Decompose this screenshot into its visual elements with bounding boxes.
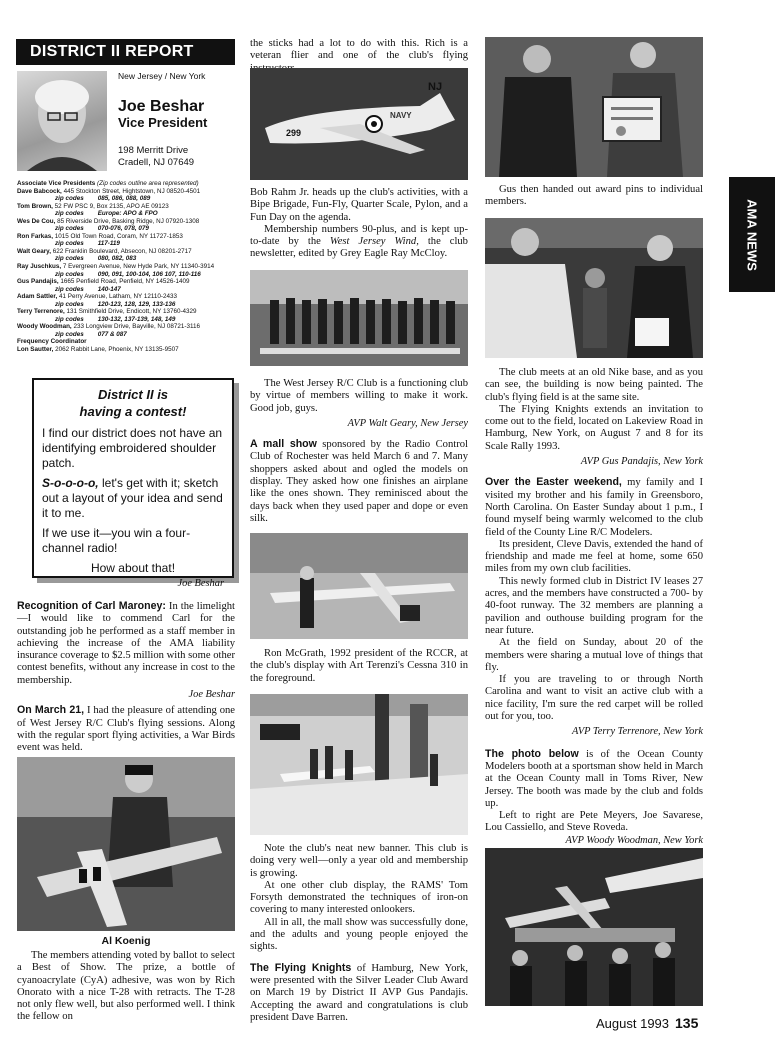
al-koenig-caption: Al Koenig [101, 935, 151, 947]
avp-zip-codes: zip codes 120-123, 128, 129, 133-136 [55, 300, 176, 308]
avp-zip-codes: zip codes 070-076, 078, 079 [55, 225, 149, 233]
frequency-coordinator: Lon Sautter, 2062 Rabbit Lane, Phoenix, NY 13135-9507 [17, 346, 179, 354]
issue-date: August 1993 [596, 1016, 670, 1031]
avp-entry: Adam Sattler, 41 Perry Avenue, Latham, NY 12110-2433 [17, 293, 177, 301]
contest-p3: If we use it—you win a four-channel radio! [42, 526, 191, 555]
avp-directory [17, 180, 239, 354]
vp-address-line1: 198 Merritt Drive [118, 145, 189, 156]
avp-entry: Gus Pandajis, 1665 Penfield Road, Penfield, NY 14526-1409 [17, 278, 190, 286]
photo-award-presentation [485, 37, 703, 177]
photo-ocean-county-booth [485, 848, 703, 1006]
col2-text-westjersey: The West Jersey R/C Club is a functioning club by virtue of members willing to make it work. Good job, guys. AVP Walt Geary, New Jersey A mall show sponsored by the Radio Control Club of Rochester was held March 6 and 7. Many shoppers asked about and ogled the models on display. They asked how one finishes an airplane like the ones shown. They reminisced about the days back when they used paper and dope or even silk. [250, 378, 468, 524]
avp-zip-codes: zip codes 117-119 [55, 240, 120, 248]
contest-signature: Joe Beshar [177, 578, 224, 589]
photo-nike-base-meeting [485, 218, 703, 358]
contest-p4: How about that! [90, 561, 176, 575]
avp-zip-codes: zip codes 080, 082, 083 [55, 255, 137, 263]
gus-pandajis-signature: AVP Gus Pandajis, New York [580, 456, 703, 468]
avp-entry: Ray Juschkus, 7 Evergreen Avenue, New Hyde Park, NY 11340-3914 [17, 263, 215, 271]
col2-caption-mcgrath: Ron McGrath, 1992 president of the RCCR, at the club's display with Art Terenzi's Cessna 310 in the foreground. [250, 648, 468, 684]
terry-terrenore-signature: AVP Terry Terrenore, New York [571, 726, 703, 738]
vp-title: Vice President [118, 115, 208, 130]
page-number: 135 [675, 1015, 699, 1031]
vp-portrait [17, 71, 107, 171]
col1-text-bottom: The members attending voted by ballot to select a Best of Show. The prize, a bottle of cyanoacrylate (CyA) adhesive, was won by Rich Onorato with a nice T-28 with retracts. The T-28 not only flew well, but also performed well. I think the fellow on [17, 950, 235, 1023]
col3-text-main: The club meets at an old Nike base, and as you can see, the building is now being painted. The club's flying field is at the same site. The Flying Knights extends an invitation to come out to the field, located on Lakeview Road in Hamburg, New York, on August 7 and 8 for its Scale Rally 1993. AVP Gus Pandajis, New York Over the Easter weekend, my family and I visited my brother and his family in Greensboro, North Carolina. On Easter Sunday about 1 p.m., I found myself being warmly welcomed to the club field of the County Line R/C Modelers. Its president, Cleve Davis, extended the hand of friendship and made me feel at home, some 650 miles from my own club facilities. This newly formed club in District IV leases 27 acres, and the members have constructed a 700- by 40-foot runway. The 32 members are planning a pavilion and outhouse building program for the near future. At the field on Sunday, about 20 of the members were sharing a mutual love of things that fly. If you are traveling to or through North Carolina and want to visit an active club with a nice facility, I'm sure the red carpet will be rolled out for you, too. AVP Terry Terrenore, New York The photo below is of the Ocean County Modelers booth at a sportsman show held in March at the Ocean County mall in Toms River, New Jersey. The booth was made by the club and folds up. Left to right are Pete Meyers, Joe Savarese, Lou Cassiello, and Steve Roveda. AVP Woody Woodman, New York [485, 367, 704, 846]
svg-text:299: 299 [286, 128, 302, 138]
woody-woodman-signature: AVP Woody Woodman, New York [565, 834, 703, 846]
avp-zip-codes: zip codes 140-147 [55, 285, 121, 293]
photo-navy-plane [250, 68, 468, 180]
avp-entry: Woody Woodman, 233 Longview Drive, Bayville, NJ 08721-3116 [17, 323, 201, 331]
avp-entry: Ron Farkas, 1015 Old Town Road, Coram, NY 11727-1853 [17, 232, 183, 240]
avp-zip-codes: zip codes Europe: APO & FPO [55, 210, 158, 218]
col2-text-rahm: Bob Rahm Jr. heads up the club's activities, with a Bipe Brigade, Fun-Fly, Quarter Scale, Pylon, and a Fun Day on the agenda. Membership numbers 90-plus, and is kept up-to-date by the West Jersey Wind, the club newsletter, edited by Grey Eagle Ray McCloy. [250, 187, 468, 260]
avp-entry: Tom Brown, 52 FW PSC 9, Box 2135, APO AE 09123 [17, 202, 169, 210]
vp-name: Joe Beshar [118, 98, 205, 115]
ama-news-tab: AMA NEWS [729, 177, 775, 292]
photo-al-koenig [17, 757, 235, 931]
avp-entry: Terry Terrenore, 131 Smithfield Drive, Endicott, NY 13760-4329 [17, 308, 197, 316]
photo-mall-booth [250, 694, 468, 835]
col2-text-bottom: Note the club's neat new banner. This club is doing very well—only a year old and membership is growing. At one other club display, the RAMS' Tom Forsyth demonstrated the techniques of iron-on covering to many interested onlookers. All in all, the mall show was successfully done, and the adults and young people enjoyed the sights. The Flying Knights of Hamburg, New York, were presented with the Silver Leader Club Award on March 19 by District II AVP Gus Pandajis. Accepting the award and congratulations is club president Dave Barren. [250, 843, 469, 1023]
avp-zip-codes: zip codes 130-132, 137-139, 148, 149 [55, 315, 176, 323]
svg-text:NAVY: NAVY [390, 111, 412, 120]
avp-entry: Wes De Cou, 85 Riverside Drive, Basking Ridge, NJ 07920-1308 [17, 217, 200, 225]
avp-entry: Walt Geary, 622 Franklin Boulevard, Absecon, NJ 08201-2717 [17, 247, 192, 255]
frequency-header: Frequency Coordinator [17, 338, 87, 346]
photo-club-group [250, 270, 468, 366]
avp-zip-codes: zip codes 090, 091, 100-104, 106 107, 110-116 [55, 270, 201, 278]
col2-text-top: the sticks had a lot to do with this. Rich is a veteran flier and one of the club's flying [250, 38, 468, 62]
directory-header: Associate Vice Presidents (Zip codes outline area represented) [17, 180, 199, 187]
svg-text:NJ: NJ [428, 81, 443, 93]
vp-address-line2: Cradell, NJ 07649 [118, 157, 195, 168]
contest-p2: S-o-o-o-o, let's get with it; sketch out a layout of your idea and send it to me. [42, 476, 223, 520]
vp-region: New Jersey / New York [118, 71, 206, 81]
photo-rccr-display [250, 533, 468, 639]
page-footer [596, 1015, 698, 1031]
contest-p1: I find our district does not have an identifying embroidered shoulder patch. [42, 426, 223, 470]
avp-zip-codes: zip codes 085, 086, 088, 089 [55, 195, 151, 203]
section-banner: DISTRICT II REPORT [16, 39, 235, 65]
contest-title: District II is having a contest! [79, 387, 187, 419]
avp-zip-codes: zip codes 077 & 087 [55, 330, 127, 338]
col1-text-top: Recognition of Carl Maroney: In the limelight—I would like to commend Carl for the outstanding job he performed as a staff member in achieving the increase of the AMA liability insurance coverage to $2.5 million with some other contest benefits, without any increase in cost to the membership. Joe Beshar On March 21, I had the pleasure of attending one of West Jersey R/C Club's flying sessions. Along with the regular sport flying activities, a War Birds event was held. [17, 600, 236, 754]
maroney-signature: Joe Beshar [188, 689, 235, 701]
walt-geary-signature: AVP Walt Geary, New Jersey [347, 417, 468, 429]
col3-text-pins: Gus then handed out award pins to individual members. [485, 184, 703, 208]
contest-box [32, 378, 234, 589]
avp-entry: Dave Babcock, 445 Stockton Street, Hightstown, NJ 08520-4501 [17, 187, 201, 195]
